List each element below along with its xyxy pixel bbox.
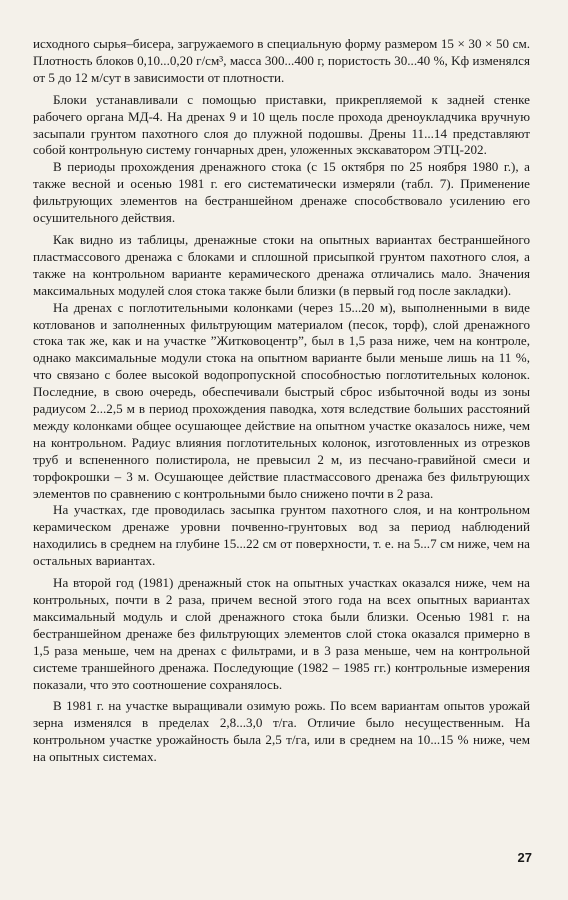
paragraph-2: Блоки устанавливали с помощью приставки, прикрепляемой к задней стенке рабочего органа МД-4. На дренах 9 и 10 щель после прохода дреноукладчика вручную засыпали грунтом пахотного слоя до плужной подошвы. Дрены 11...14 представляют собой контрольную систему гончарных дрен, уложенных экскаватором ЭТЦ-202. bbox=[33, 91, 530, 158]
paragraph-3: В периоды прохождения дренажного стока (с 15 октября по 25 ноября 1980 г.), а также весной и осенью 1981 г. его систематически измеряли (табл. 7). Применение фильтрующих элементов на бестраншейном дренаже способствовало усилению его осушительного действия. bbox=[33, 159, 530, 226]
paragraph-6: На участках, где проводилась засыпка грунтом пахотного слоя, и на контрольном керамическом дренаже уровни почвенно-грунтовых вод за период наблюдений находились в среднем на глубине 15...22 см от поверхности, т. е. на 5...7 см ниже, чем на остальных вариантах. bbox=[33, 502, 530, 569]
paragraph-1: исходного сырья–бисера, загружаемого в специальную форму размером 15 × 30 × 50 см. Плотность блоков 0,10...0,20 г/см³, масса 300...400 г, пористость 30...40 %, Kф изменялся от 5 до 12 м/сут в зависимости от плотности. bbox=[33, 36, 530, 85]
paragraph-7: На второй год (1981) дренажный сток на опытных участках оказался ниже, чем на контрольных, почти в 2 раза, причем весной этого года на всех опытных вариантах максимальный модуль и слой дренажного стока были близки. Осенью 1981 г. на бестраншейном дренаже без фильтрующих элементов слой стока оказался примерно в 1,5 раза меньше, чем на дренах с фильтрами, и в 3 раза меньше, чем на контрольной системе траншейного дренажа. Последующие (1982 – 1985 гг.) контрольные измерения показали, что это соотношение сохранялось. bbox=[33, 575, 530, 692]
paragraph-8: В 1981 г. на участке выращивали озимую рожь. По всем вариантам опытов урожай зерна изменялся в пределах 2,8...3,0 т/га. Отличие было несущественным. На контрольном участке урожайность была 2,5 т/га, или в среднем на 10...15 % ниже, чем на опытных системах. bbox=[33, 698, 530, 765]
paragraph-5: На дренах с поглотительными колонками (через 15...20 м), выполненными в виде котлованов и заполненных фильтрующим материалом (песок, торф), слой дренажного стока так же, как и на участке ”Житковоцентр”, был в 1,5 раза ниже, чем на контроле, однако максимальные модули стока на опытном варианте были меньше лишь на 11 %, что связано с более высокой водопропускной способностью поглотительных колонок. Последние, в свою очередь, обеспечивали быстрый сброс избыточной воды из зоны радиусом 2...2,5 м в период прохождения паводка, хотя вследствие больших расстояний между колонками общее осушающее действие на опытном участке оказалось ниже, чем на контрольном. Радиус влияния поглотительных колонок, изготовленных из отрезков труб и вспененного полистирола, не превысил 2 м, из песчано-гравийной смеси и торфокрошки – 3 м. Осушающее действие пластмассового дренажа без фильтрующих элементов по сравнению с контрольными было снижено почти в 2 раза. bbox=[33, 299, 530, 501]
page-number: 27 bbox=[517, 850, 532, 865]
paragraph-4: Как видно из таблицы, дренажные стоки на опытных вариантах бестраншейного пластмассового дренажа с блоками и сплошной присыпкой грунтом пахотного слоя, а также на контрольном варианте керамического дренажа отличались мало. Значения максимальных модулей слоя стока также были близки (в первый год после закладки). bbox=[33, 231, 530, 298]
